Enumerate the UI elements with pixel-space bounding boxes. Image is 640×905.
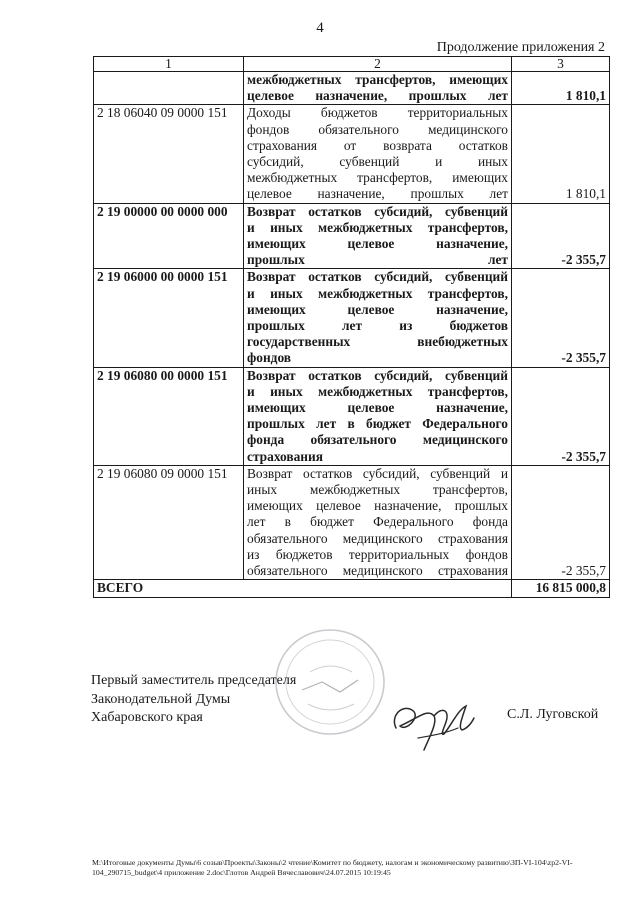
- table-row: [94, 105, 610, 203]
- description-line: фондов: [247, 350, 292, 366]
- description-line: лет в бюджет Федерального фонда: [247, 514, 508, 530]
- table-row: [94, 465, 610, 579]
- description-line: Доходы бюджетов территориальных: [247, 105, 508, 121]
- budget-description: [244, 465, 512, 579]
- budget-description: [244, 72, 512, 105]
- description-line: имеющих целевое назначение,: [247, 400, 508, 416]
- signer-name: С.Л. Луговской: [507, 707, 599, 722]
- description-line: имеющих целевое назначение,: [247, 301, 508, 317]
- budget-amount: -2 355,7: [512, 203, 610, 269]
- description-line: Возврат остатков субсидий, субвенций: [247, 203, 508, 219]
- signer-title-line2: Законодательной Думы: [91, 691, 231, 707]
- description-line: межбюджетных трансфертов, имеющих: [247, 72, 508, 87]
- table-row: [94, 203, 610, 269]
- description-line: иных межбюджетных трансфертов,: [247, 482, 508, 498]
- description-line: фонда обязательного медицинского: [247, 432, 508, 448]
- description-line: имеющих целевое назначение, прошлых: [247, 498, 508, 514]
- description-line: Возврат остатков субсидий, субвенций и: [247, 465, 508, 481]
- description-line: и иных межбюджетных трансфертов,: [247, 285, 508, 301]
- budget-description: [244, 367, 512, 465]
- budget-table: [93, 56, 610, 598]
- budget-amount: -2 355,7: [512, 269, 610, 367]
- header-col-2: 2: [244, 57, 512, 72]
- footer-line1: М:\Итоговые документы Думы\6 созыв\Проекты\Законы\2 чтение\Комитет по бюджету, налогам и экономическому развитию\ЗП-VI-104\zp2-VI-: [92, 858, 573, 867]
- table-row: [94, 269, 610, 367]
- description-line: имеющих целевое назначение,: [247, 236, 508, 252]
- page-number: 4: [316, 20, 324, 36]
- budget-amount: 1 810,1: [512, 105, 610, 203]
- table-row: [94, 367, 610, 465]
- description-line: обязательного медицинского страхования: [247, 530, 508, 546]
- description-line: прошлых лет: [247, 252, 508, 268]
- budget-code: 2 19 06080 00 0000 151: [94, 367, 244, 465]
- description-line: страхования от возврата остатков: [247, 137, 508, 153]
- description-line: и иных межбюджетных трансфертов,: [247, 219, 508, 235]
- description-line: обязательного медицинского страхования: [247, 563, 508, 579]
- description-line: целевое назначение, прошлых лет: [247, 186, 508, 202]
- handwritten-signature: [388, 688, 478, 763]
- budget-amount: -2 355,7: [512, 367, 610, 465]
- footer-line2: 104_290715_budget\4 приложение 2.doc\Глотов Андрей Вячеславович\24.07.2015 10:19:45: [92, 868, 391, 877]
- total-label: ВСЕГО: [94, 580, 244, 597]
- signer-title-line1: Первый заместитель председателя: [91, 673, 297, 688]
- description-line: Возврат остатков субсидий, субвенций: [247, 367, 508, 383]
- description-line: фондов обязательного медицинского: [247, 121, 508, 137]
- header-col-3: 3: [512, 57, 610, 72]
- budget-description: [244, 203, 512, 269]
- table-row: [94, 72, 610, 105]
- signer-title-line3: Хабаровского края: [91, 710, 203, 725]
- signer-block: [91, 672, 296, 728]
- description-line: страхования: [247, 448, 323, 464]
- description-line: из бюджетов территориальных фондов: [247, 546, 508, 562]
- budget-amount: 1 810,1: [512, 72, 610, 105]
- table-header-row: [94, 57, 610, 72]
- description-line: межбюджетных трансфертов, имеющих: [247, 170, 508, 186]
- description-line: прошлых лет в бюджет Федерального: [247, 416, 508, 432]
- description-line: субсидий, субвенций и иных: [247, 154, 508, 170]
- continuation-label: Продолжение приложения 2: [436, 40, 605, 55]
- budget-description: [244, 105, 512, 203]
- description-line: прошлых лет из бюджетов: [247, 318, 508, 334]
- table-body: [94, 72, 610, 580]
- total-row: [94, 580, 610, 597]
- description-line: государственных внебюджетных: [247, 334, 508, 350]
- budget-code: 2 19 06000 00 0000 151: [94, 269, 244, 367]
- total-amount: 16 815 000,8: [512, 580, 610, 597]
- budget-amount: -2 355,7: [512, 465, 610, 579]
- description-line: Возврат остатков субсидий, субвенций: [247, 269, 508, 285]
- description-line: целевое назначение, прошлых лет: [247, 88, 508, 104]
- header-col-1: 1: [94, 57, 244, 72]
- total-spacer: [244, 580, 512, 597]
- file-path-footer: [92, 858, 612, 878]
- budget-code: 2 18 06040 09 0000 151: [94, 105, 244, 203]
- description-line: и иных межбюджетных трансфертов,: [247, 383, 508, 399]
- budget-code: 2 19 06080 09 0000 151: [94, 465, 244, 579]
- budget-code: [94, 72, 244, 105]
- budget-code: 2 19 00000 00 0000 000: [94, 203, 244, 269]
- budget-description: [244, 269, 512, 367]
